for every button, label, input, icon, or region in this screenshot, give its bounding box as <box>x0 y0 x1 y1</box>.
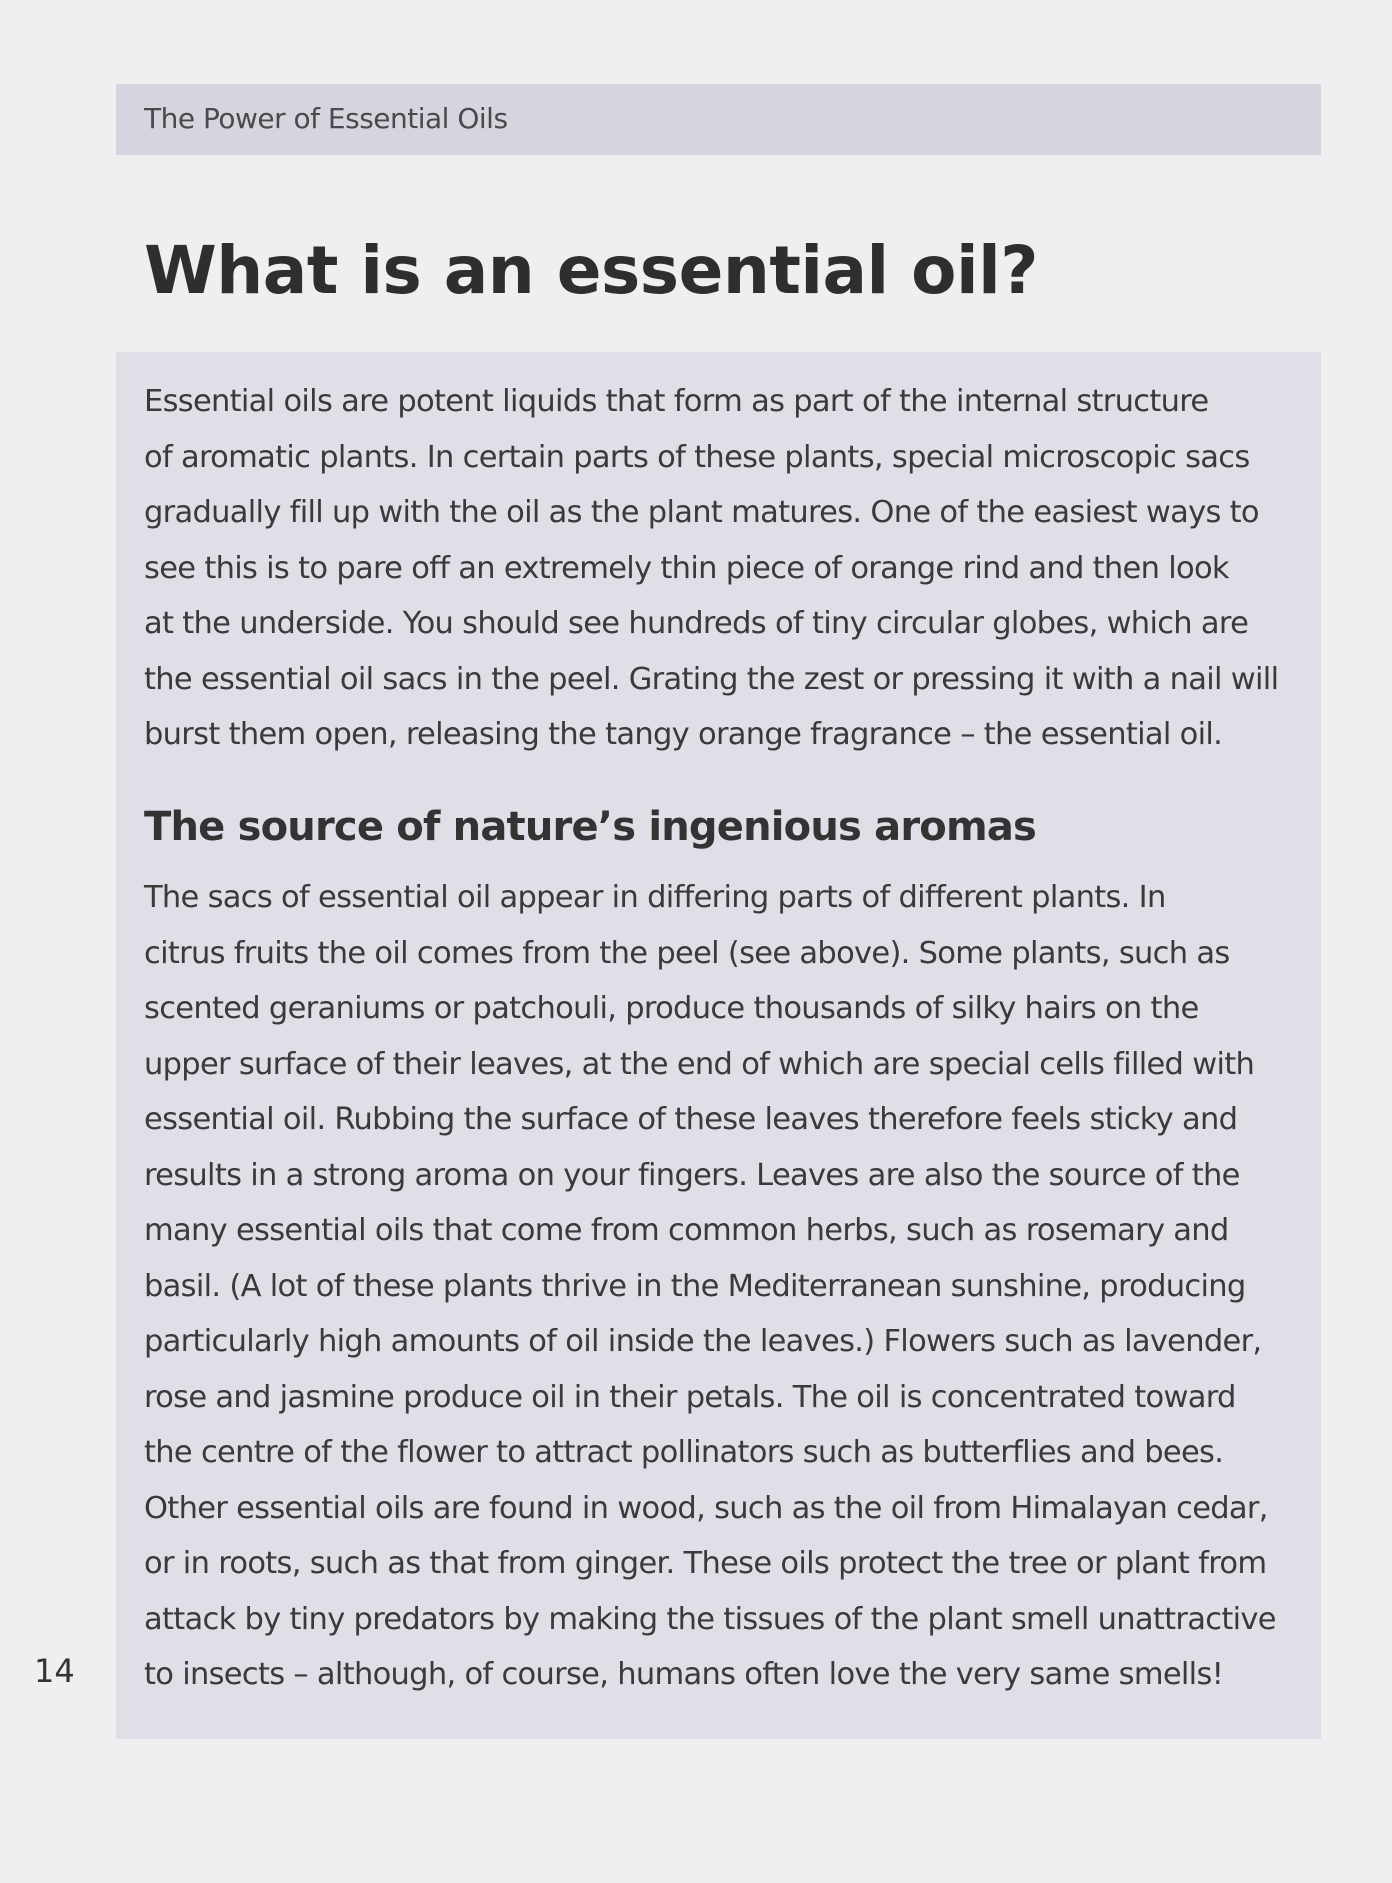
text-line: the essential oil sacs in the peel. Grating the zest or pressing it with a nail will <box>144 661 1279 697</box>
text-line: burst them open, releasing the tangy orange fragrance – the essential oil. <box>144 717 1223 752</box>
text-line: of aromatic plants. In certain parts of these plants, special microscopic sacs <box>144 439 1250 475</box>
page-number: 14 <box>34 1652 75 1690</box>
text-line: rose and jasmine produce oil in their petals. The oil is concentrated toward <box>144 1379 1236 1415</box>
text-line: citrus fruits the oil comes from the peel (see above). Some plants, such as <box>144 935 1230 971</box>
text-line: Other essential oils are found in wood, such as the oil from Himalayan cedar, <box>144 1490 1268 1526</box>
text-line: the centre of the flower to attract pollinators such as butterflies and bees. <box>144 1435 1224 1470</box>
text-line: gradually fill up with the oil as the plant matures. One of the easiest ways to <box>144 495 1259 530</box>
text-line: see this is to pare off an extremely thin piece of orange rind and then look <box>144 550 1229 586</box>
text-line: to insects – although, of course, humans often love the very same smells! <box>144 1657 1224 1692</box>
content-panel <box>116 352 1321 1739</box>
text-line: results in a strong aroma on your fingers. Leaves are also the source of the <box>144 1157 1240 1193</box>
running-header <box>116 84 1321 155</box>
text-line: basil. (A lot of these plants thrive in the Mediterranean sunshine, producing <box>144 1268 1246 1304</box>
text-line: many essential oils that come from common herbs, such as rosemary and <box>144 1213 1229 1248</box>
text-line: The sacs of essential oil appear in differing parts of different plants. In <box>144 880 1166 915</box>
page-title: What is an essential oil? <box>144 232 1039 309</box>
section-heading: The source of nature’s ingenious aromas <box>144 804 1037 850</box>
running-header-title: The Power of Essential Oils <box>144 102 508 135</box>
text-line: scented geraniums or patchouli, produce thousands of silky hairs on the <box>144 991 1199 1026</box>
section-paragraph <box>144 870 1309 1703</box>
text-line: at the underside. You should see hundreds of tiny circular globes, which are <box>144 606 1249 641</box>
text-line: particularly high amounts of oil inside the leaves.) Flowers such as lavender, <box>144 1324 1262 1359</box>
text-line: attack by tiny predators by making the tissues of the plant smell unattractive <box>144 1601 1276 1637</box>
intro-paragraph <box>144 374 1309 763</box>
text-line: upper surface of their leaves, at the end of which are special cells filled with <box>144 1046 1255 1082</box>
text-line: or in roots, such as that from ginger. These oils protect the tree or plant from <box>144 1546 1267 1581</box>
text-line: essential oil. Rubbing the surface of these leaves therefore feels sticky and <box>144 1102 1238 1137</box>
text-line: Essential oils are potent liquids that form as part of the internal structure <box>144 384 1209 419</box>
